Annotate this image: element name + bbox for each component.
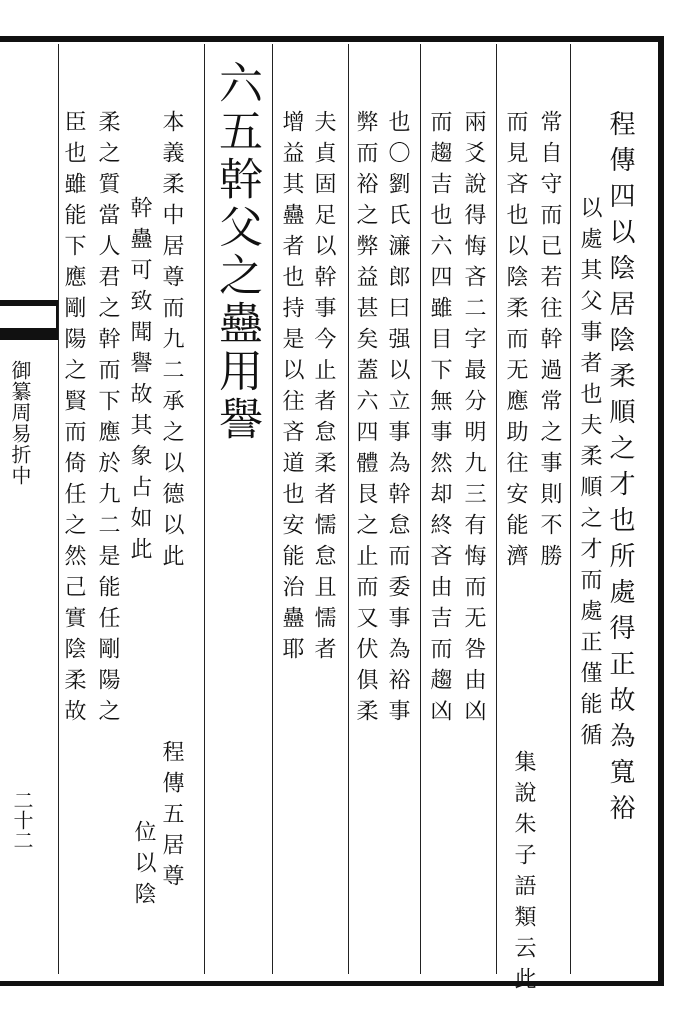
text-column: 常自守而已若往幹過常之事則不勝 — [537, 110, 562, 575]
text-column: 臣也雖能下應剛陽之賢而倚任之然己實陰柔故 — [61, 110, 86, 730]
text-column: 集說朱子語類云此 — [511, 750, 536, 998]
text-column: 幹蠱可致聞譽故其象占如此 — [127, 196, 152, 568]
column-rule — [420, 44, 421, 974]
column-rule — [570, 44, 571, 974]
text-column: 也〇劉氏濓郎曰强以立事為幹怠而委事為裕事 — [385, 110, 410, 730]
page-number: 二十二 — [10, 790, 34, 850]
text-column: 弊而裕之弊益甚矣蓋六四體艮之止而又伏俱柔 — [353, 110, 378, 730]
text-column: 本義柔中居尊而九二承之以德以此 — [159, 110, 184, 575]
text-column: 程傳五居尊 — [159, 740, 184, 895]
text-column: 夫貞固足以幹事今止者怠柔者懦怠且懦者 — [311, 110, 336, 668]
column-rule — [204, 44, 205, 974]
text-column: 程傳四以陰居陰柔順之才也所處得正故為寬裕 — [605, 110, 635, 830]
column-rule — [348, 44, 349, 974]
text-column: 增益其蠱者也持是以往吝道也安能治蠱耶 — [279, 110, 304, 668]
text-column: 而見吝也以陰柔而无應助往安能濟 — [503, 110, 528, 575]
text-column: 而趨吉也六四雖目下無事然却終吝由吉而趨凶 — [427, 110, 452, 730]
text-column: 兩爻說得悔吝二字最分明九三有悔而无咎由凶 — [461, 110, 486, 730]
text-column: 位以陰 — [131, 820, 156, 913]
book-title: 御纂周易折中 — [8, 360, 32, 486]
column-rule — [272, 44, 273, 974]
text-column: 以處其父事者也夫柔順之才而處正僅能循 — [577, 196, 602, 754]
column-rule — [496, 44, 497, 974]
column-rule — [58, 44, 59, 974]
text-column: 柔之質當人君之幹而下應於九二是能任剛陽之 — [95, 110, 120, 730]
section-heading: 六五幹父之蠱用譽 — [211, 60, 262, 444]
